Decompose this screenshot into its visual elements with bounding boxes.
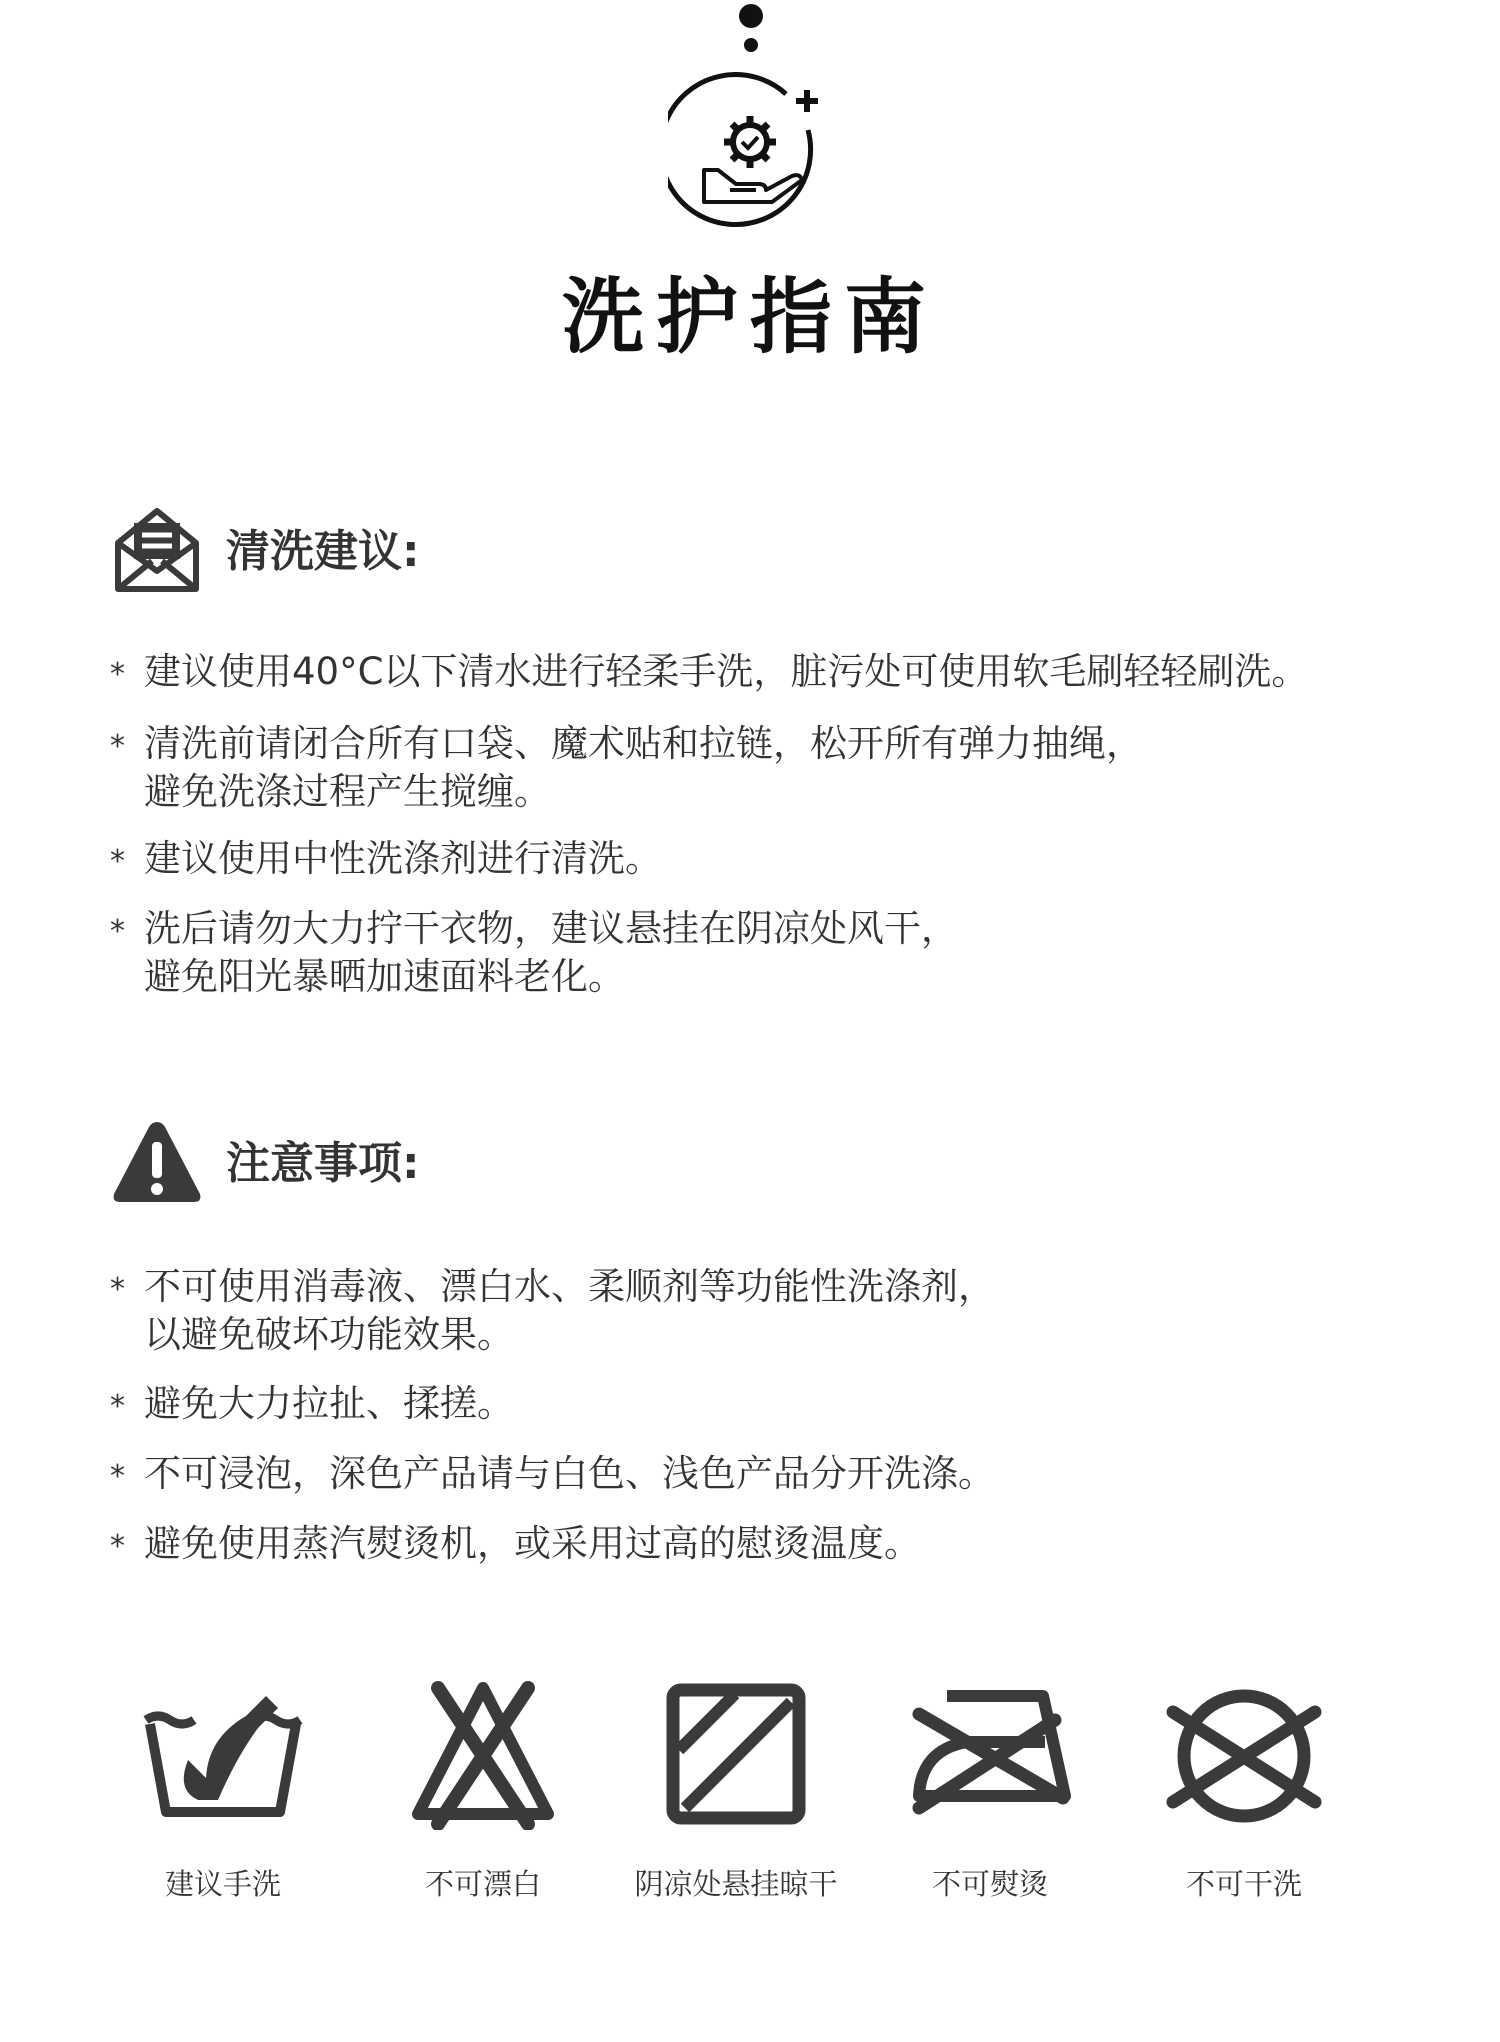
- care-symbol-no-dry-clean: [1104, 1680, 1384, 1902]
- decor-dot-large: [739, 4, 763, 28]
- list-item: [110, 1263, 1454, 1359]
- bullet-star: *: [110, 844, 125, 879]
- bullet-star: *: [110, 1389, 125, 1424]
- page-title: 洗护指南: [561, 270, 938, 365]
- care-symbol-no-iron: [850, 1680, 1130, 1902]
- list-item-text: 洗后请勿大力拧干衣物，建议悬挂在阴凉处风干， 避免阳光暴晒加速面料老化。: [144, 907, 958, 998]
- section-title-washing: 清洗建议:: [226, 526, 420, 577]
- bullet-star: *: [110, 1459, 125, 1494]
- hand-gear-care-icon: [668, 72, 838, 242]
- list-item-text: 不可使用消毒液、漂白水、柔顺剂等功能性洗涤剂， 以避免破坏功能效果。: [144, 1265, 995, 1356]
- list-item-text: 建议使用40°C以下清水进行轻柔手洗，脏污处可使用软毛刷轻轻刷洗。: [144, 650, 1309, 693]
- no-iron-icon: [905, 1680, 1075, 1830]
- bullet-star: *: [110, 729, 125, 764]
- decor-dot-small: [744, 38, 758, 52]
- list-item-text: 清洗前请闭合所有口袋、魔术贴和拉链，松开所有弹力抽绳， 避免洗涤过程产生搅缠。: [144, 722, 1143, 813]
- care-label: 阴凉处悬挂晾干: [634, 1867, 838, 1901]
- section-title-notes: 注意事项:: [226, 1138, 420, 1189]
- list-item: [110, 905, 1454, 1001]
- care-symbol-no-bleach: [343, 1680, 623, 1902]
- list-item-text: 建议使用中性洗涤剂进行清洗。: [144, 837, 662, 880]
- care-label: 建议手洗: [164, 1867, 281, 1901]
- no-bleach-icon: [398, 1680, 568, 1830]
- list-item: [110, 1450, 1454, 1500]
- list-item: [110, 835, 1454, 885]
- list-item-text: 不可浸泡，深色产品请与白色、浅色产品分开洗涤。: [144, 1452, 995, 1495]
- bullet-star: *: [110, 657, 125, 692]
- care-label: 不可干洗: [1185, 1867, 1302, 1901]
- list-item: [110, 1380, 1454, 1430]
- list-item: [110, 648, 1454, 698]
- care-label: 不可熨烫: [931, 1867, 1048, 1901]
- hand-wash-icon: [138, 1680, 308, 1830]
- bullet-star: *: [110, 1529, 125, 1564]
- warning-triangle-icon: [112, 1118, 202, 1208]
- care-symbol-hand-wash: [83, 1680, 363, 1902]
- list-item: [110, 720, 1454, 816]
- list-item: [110, 1520, 1454, 1570]
- care-label: 不可漂白: [424, 1867, 541, 1901]
- bullet-star: *: [110, 914, 125, 949]
- shade-dry-icon: [651, 1680, 821, 1830]
- bullet-star: *: [110, 1272, 125, 1307]
- list-item-text: 避免使用蒸汽熨烫机，或采用过高的慰烫温度。: [144, 1522, 921, 1565]
- list-item-text: 避免大力拉扯、揉搓。: [144, 1382, 514, 1425]
- care-symbol-shade-dry: [596, 1680, 876, 1902]
- envelope-icon: [112, 505, 202, 595]
- no-dry-clean-icon: [1159, 1680, 1329, 1830]
